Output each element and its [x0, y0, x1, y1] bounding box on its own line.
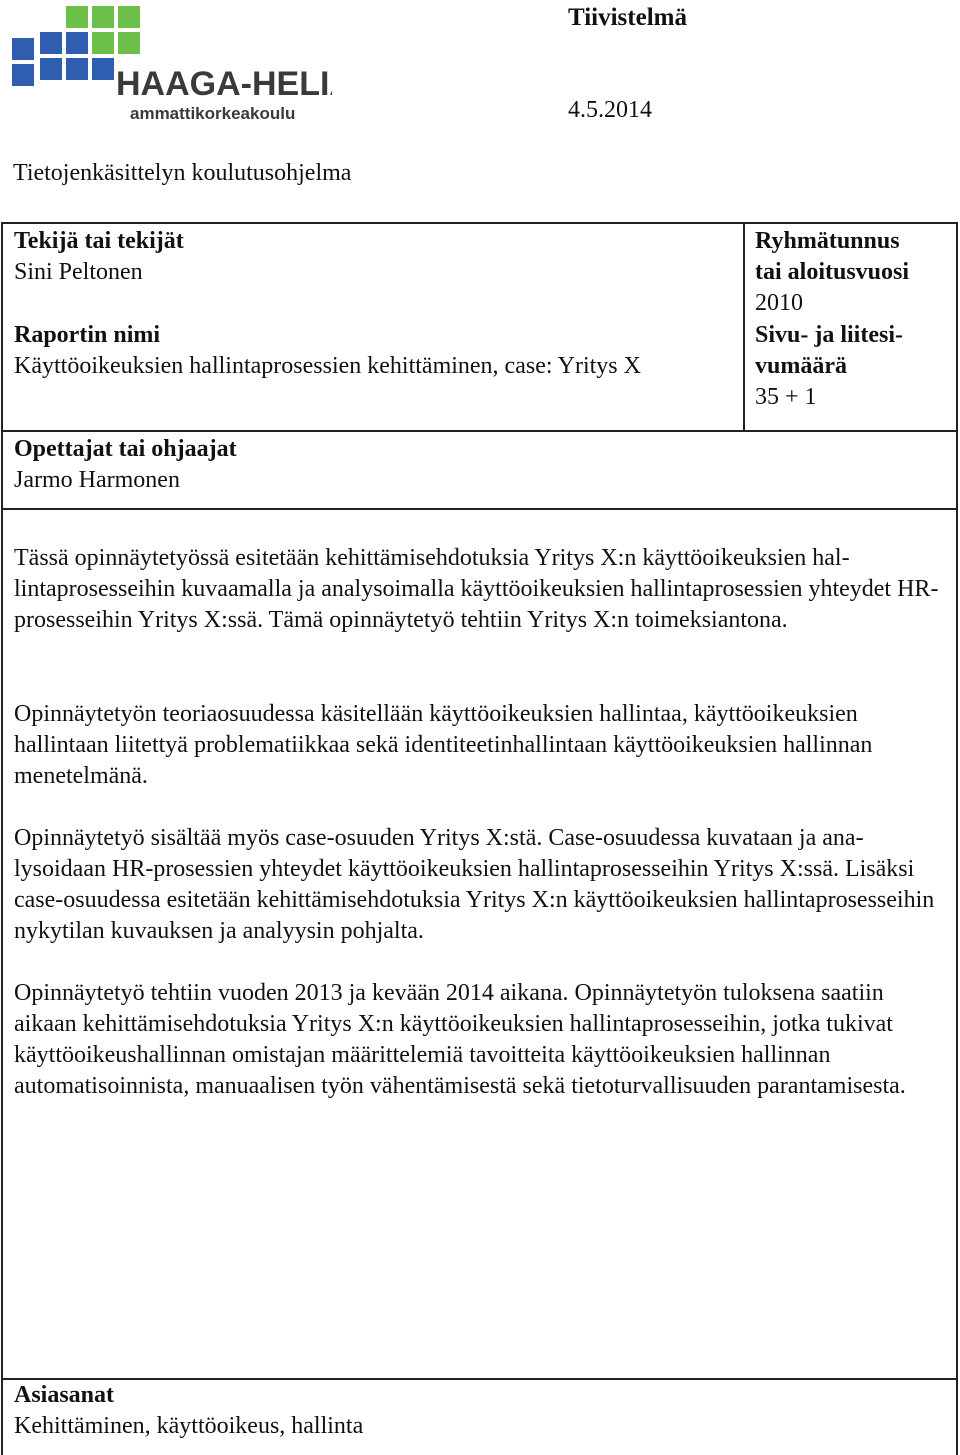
supervisor-value: Jarmo Harmonen — [14, 467, 180, 493]
keywords-label: Asiasanat — [14, 1382, 115, 1408]
page-count-value: 35 + 1 — [755, 384, 817, 410]
keywords-section — [1, 1378, 958, 1455]
document-date: 4.5.2014 — [568, 97, 652, 123]
haaga-helia-logo — [12, 6, 332, 124]
degree-program: Tietojenkäsittelyn koulutusohjelma — [13, 160, 352, 186]
author-value: Sini Peltonen — [14, 259, 143, 285]
abstract-paragraph-3: Opinnäytetyö sisältää myös case-osuuden Yritys X:stä. Case-osuudessa kuvataan ja analysoidaan HR-prosessien yhteydet käyttöoikeuksien hallintaprosesseihin Yritys X:ssä. Lisäksi case-osuudessa esitetään kehittämisehdotuksia Yritys X:n käyttöoikeuksien hallintaprosesseihin nykytilan kuvauksen ja analyysin pohjalta. — [14, 825, 935, 944]
logo-name: HAAGA-HELIA — [116, 65, 332, 103]
page-count-field — [755, 320, 903, 413]
report-title-field — [14, 320, 641, 382]
report-title-value: Käyttöoikeuksien hallintaprosessien kehittäminen, case: Yritys X — [14, 353, 641, 379]
author-field — [14, 226, 184, 288]
group-field — [755, 226, 909, 319]
abstract-paragraph-1: Tässä opinnäytetyössä esitetään kehittämisehdotuksia Yritys X:n käyttöoikeuksien hallintaprosesseihin kuvaamalla ja analysoimalla käyttöoikeuksien hallintaprosessien yhteydet HR-prosesseihin Yritys X:ssä. Tämä opinnäytetyö tehtiin Yritys X:n toimeksiantona. — [14, 545, 939, 633]
report-title-label: Raportin nimi — [14, 322, 161, 348]
metadata-table — [1, 222, 958, 510]
abstract-section — [1, 508, 958, 1380]
abstract-paragraph-4: Opinnäytetyö tehtiin vuoden 2013 ja kevään 2014 aikana. Opinnäytetyön tuloksena saatiin aikaan kehittämisehdotuksia Yritys X:n käyttöoikeuksien hallintaprosesseihin, jotka tukivat käyttöoikeushallinnan omistajan määrittelemiä tavoitteita käyttöoikeuksien hallinnan automatisoinnista, manuaalisen työn vähentämisestä sekä tietoturvallisuuden parantamisesta. — [14, 980, 906, 1099]
page-count-label-line2: vumäärä — [755, 353, 847, 379]
logo-subtitle: ammattikorkeakoulu — [130, 104, 296, 123]
logo-squares-icon — [12, 6, 332, 124]
group-label-line2: tai aloitusvuosi — [755, 259, 910, 285]
group-label-line1: Ryhmätunnus — [755, 228, 900, 254]
group-value: 2010 — [755, 290, 803, 316]
document-type: Tiivistelmä — [568, 4, 687, 31]
supervisor-field — [14, 434, 237, 496]
page-count-label-line1: Sivu- ja liitesi- — [755, 322, 903, 348]
abstract-paragraph-2: Opinnäytetyön teoriaosuudessa käsitellään käyttöoikeuksien hallintaa, käyttöoikeuksien hallintaan liitettyä problematiikkaa sekä identiteetinhallintaan käyttöoikeuksien hallinnan menetelmänä. — [14, 701, 873, 789]
supervisor-label: Opettajat tai ohjaajat — [14, 436, 237, 462]
author-label: Tekijä tai tekijät — [14, 228, 184, 254]
column-divider — [743, 224, 745, 430]
row-divider — [3, 430, 956, 432]
keywords-field — [14, 1380, 363, 1442]
keywords-value: Kehittäminen, käyttöoikeus, hallinta — [14, 1413, 364, 1439]
